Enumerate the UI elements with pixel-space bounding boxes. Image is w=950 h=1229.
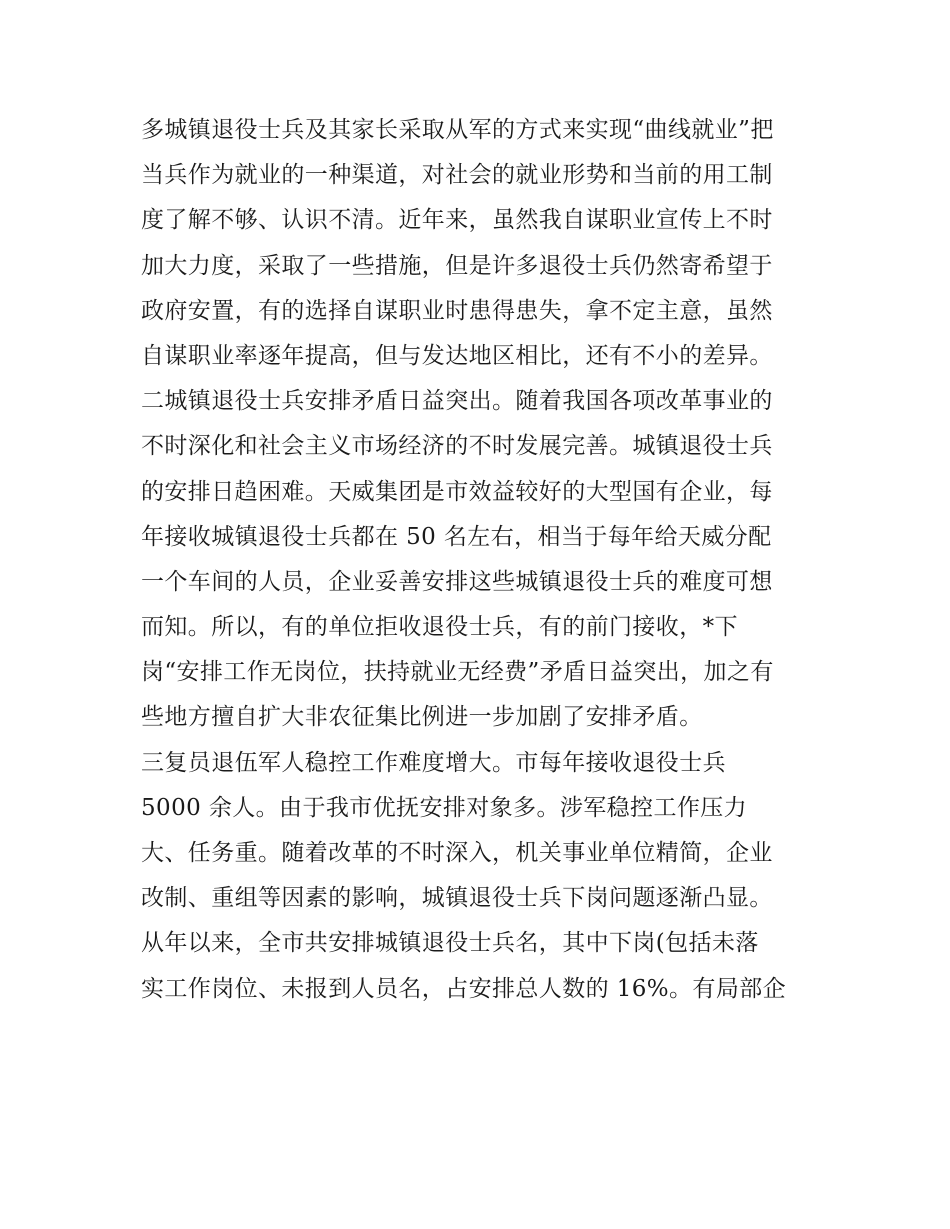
body-text xyxy=(141,108,821,1012)
text-line: 从年以来，全市共安排城镇退役士兵名，其中下岗(包括未落 xyxy=(141,930,759,957)
text-line: 多城镇退役士兵及其家长采取从军的方式来实现“曲线就业”把 xyxy=(141,117,774,143)
text-line: 些地方擅自扩大非农征集比例进一步加剧了安排矛盾。 xyxy=(141,704,703,731)
text-line: 改制、重组等因素的影响，城镇退役士兵下岗问题逐渐凸显。 xyxy=(141,885,773,912)
text-line: 的安排日趋困难。天威集团是市效益较好的大型国有企业，每 xyxy=(141,478,773,505)
text-line: 三复员退伍军人稳控工作难度增大。市每年接收退役士兵 xyxy=(141,749,726,776)
text-line: 不时深化和社会主义市场经济的不时发展完善。城镇退役士兵 xyxy=(141,433,773,460)
text-line: 年接收城镇退役士兵都在 50 名左右，相当于每年给天威分配 xyxy=(141,523,772,550)
text-line: 度了解不够、认识不清。近年来，虽然我自谋职业宣传上不时 xyxy=(141,207,773,234)
text-line: 二城镇退役士兵安排矛盾日益突出。随着我国各项改革事业的 xyxy=(141,388,773,415)
text-line: 实工作岗位、未报到人员名，占安排总人数的 16%。有局部企 xyxy=(141,975,787,1002)
text-line: 而知。所以，有的单位拒收退役士兵，有的前门接收，*下 xyxy=(141,614,738,641)
text-line: 大、任务重。随着改革的不时深入，机关事业单位精简，企业 xyxy=(141,840,773,866)
text-line: 加大力度，采取了一些措施，但是许多退役士兵仍然寄希望于 xyxy=(141,252,773,279)
text-line: 自谋职业率逐年提高，但与发达地区相比，还有不小的差异。 xyxy=(141,342,773,369)
text-line: 5000 余人。由于我市优抚安排对象多。涉军稳控工作压力 xyxy=(141,794,748,821)
text-line: 岗“安排工作无岗位，扶持就业无经费”矛盾日益突出，加之有 xyxy=(141,659,774,686)
text-line: 一个车间的人员，企业妥善安排这些城镇退役士兵的难度可想 xyxy=(141,568,773,595)
text-line: 当兵作为就业的一种渠道，对社会的就业形势和当前的用工制 xyxy=(141,162,773,189)
text-line: 政府安置，有的选择自谋职业时患得患失，拿不定主意，虽然 xyxy=(141,297,773,324)
